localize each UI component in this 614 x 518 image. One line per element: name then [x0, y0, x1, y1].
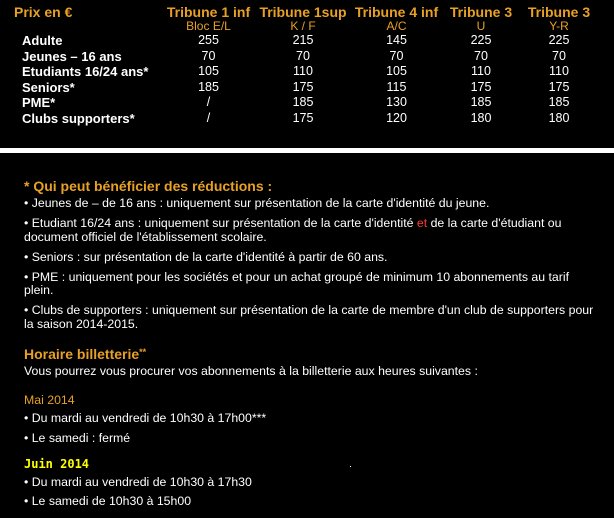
- price-cell: 185: [470, 95, 492, 110]
- row-label: Clubs supporters*: [22, 110, 135, 126]
- price-cell: 70: [296, 48, 310, 63]
- price-header-label: Prix en €: [14, 4, 73, 20]
- price-cell: 180: [548, 110, 570, 125]
- price-cell: 110: [471, 64, 491, 79]
- hours-title: [24, 344, 599, 362]
- month-label-may: Mai 2014: [24, 393, 75, 407]
- price-cell: 185: [198, 79, 219, 94]
- row-label: Adulte: [22, 33, 63, 48]
- month-label-june: Juin 2014: [24, 456, 90, 471]
- price-cell: 105: [386, 64, 407, 79]
- may-hours-list: [24, 411, 599, 445]
- price-cell: 185: [548, 95, 570, 110]
- price-cell: 105: [198, 64, 219, 79]
- price-cell: 110: [293, 64, 313, 79]
- column-name: Tribune 3: [527, 4, 591, 20]
- column-name: Tribune 4 inf: [354, 4, 439, 20]
- hours-title-mark: **: [139, 347, 147, 357]
- ticket-office-hours: [24, 344, 599, 514]
- list-item-clubs: • Clubs de supporters : uniquement sur présentation de la carte de membre d'un club de supporters pour la saison 2014-2015.: [24, 303, 594, 331]
- column-header: [160, 5, 257, 33]
- price-cell: 175: [548, 79, 570, 94]
- price-cell: /: [206, 110, 211, 125]
- column-name: Tribune 1sup: [259, 4, 347, 20]
- list-item: • Le samedi : fermé: [24, 430, 131, 445]
- june-hours-list: [24, 475, 599, 509]
- column-sub: Y-R: [549, 19, 569, 33]
- price-cell: 175: [470, 79, 492, 94]
- column-name: Tribune 3: [449, 4, 513, 20]
- column-name: Tribune 1 inf: [166, 4, 251, 20]
- row-label: Etudiants 16/24 ans*: [22, 64, 149, 80]
- price-cell: 185: [292, 95, 314, 110]
- price-cell: 215: [292, 33, 314, 47]
- reductions-title: * Qui peut bénéficier des réductions :: [24, 178, 273, 194]
- list-item: • Du mardi au vendredi de 10h30 à 17h30: [24, 474, 252, 489]
- reductions-section: [24, 178, 599, 338]
- price-cell: 115: [386, 79, 407, 94]
- list-item-pme: • PME : uniquement pour les sociétés et pour un achat groupé de minimum 10 abonnements au tarif plein.: [24, 269, 569, 297]
- price-cell: /: [206, 95, 211, 110]
- price-cell: 175: [292, 79, 314, 94]
- price-cell: 70: [474, 48, 488, 63]
- table-header-row: [10, 5, 600, 33]
- price-cell: 145: [386, 33, 407, 47]
- section-divider: [0, 148, 614, 153]
- list-item: • Le samedi de 10h30 à 15h00: [24, 494, 192, 508]
- table-row: [10, 80, 600, 96]
- price-cell: 120: [386, 110, 407, 125]
- column-sub: A/C: [386, 19, 407, 33]
- column-header: [444, 5, 518, 33]
- price-cell: 180: [470, 110, 492, 125]
- etudiant-text-end: de la carte d'étudiant ou document officiel de l'établissement scolaire.: [24, 216, 562, 244]
- price-cell: 70: [201, 48, 216, 63]
- table-row: [10, 64, 600, 80]
- price-cell: 225: [470, 33, 492, 47]
- column-header: [518, 5, 600, 33]
- etudiant-text-start: • Etudiant 16/24 ans : uniquement sur présentation de la carte d'identité: [24, 216, 417, 230]
- list-item: • Du mardi au vendredi de 10h30 à 17h00***: [24, 411, 267, 425]
- price-cell: 70: [552, 48, 566, 63]
- table-row: [10, 49, 600, 65]
- price-table: [10, 5, 600, 127]
- column-sub: U: [476, 19, 486, 33]
- table-row: [10, 111, 600, 127]
- stray-dot: [350, 466, 351, 467]
- hours-title-text: Horaire billetterie: [24, 346, 140, 362]
- price-cell: 110: [549, 64, 569, 79]
- reductions-list: [24, 197, 599, 331]
- table-row: [10, 95, 600, 111]
- price-cell: 175: [292, 110, 314, 125]
- table-row: [10, 33, 600, 49]
- etudiant-text-highlight: et: [416, 216, 428, 230]
- price-cell: 225: [548, 33, 570, 47]
- row-label: Seniors*: [22, 79, 75, 95]
- row-label: PME*: [22, 95, 56, 111]
- price-cell: 255: [198, 33, 219, 47]
- row-label: Jeunes – 16 ans: [22, 48, 122, 64]
- list-item-jeunes: • Jeunes de – de 16 ans : uniquement sur présentation de la carte d'identité du jeune.: [24, 196, 490, 210]
- list-item-etudiant: [24, 217, 599, 244]
- list-item-seniors: • Seniors : sur présentation de la carte d'identité à partir de 60 ans.: [24, 249, 388, 264]
- column-header: [257, 5, 349, 33]
- column-sub: Bloc E/L: [186, 19, 231, 33]
- price-cell: 70: [389, 48, 404, 63]
- hours-intro: Vous pourrez vous procurer vos abonnements à la billetterie aux heures suivantes :: [24, 364, 478, 378]
- price-cell: 130: [386, 95, 407, 110]
- column-sub: K / F: [290, 19, 316, 33]
- column-header: [349, 5, 444, 33]
